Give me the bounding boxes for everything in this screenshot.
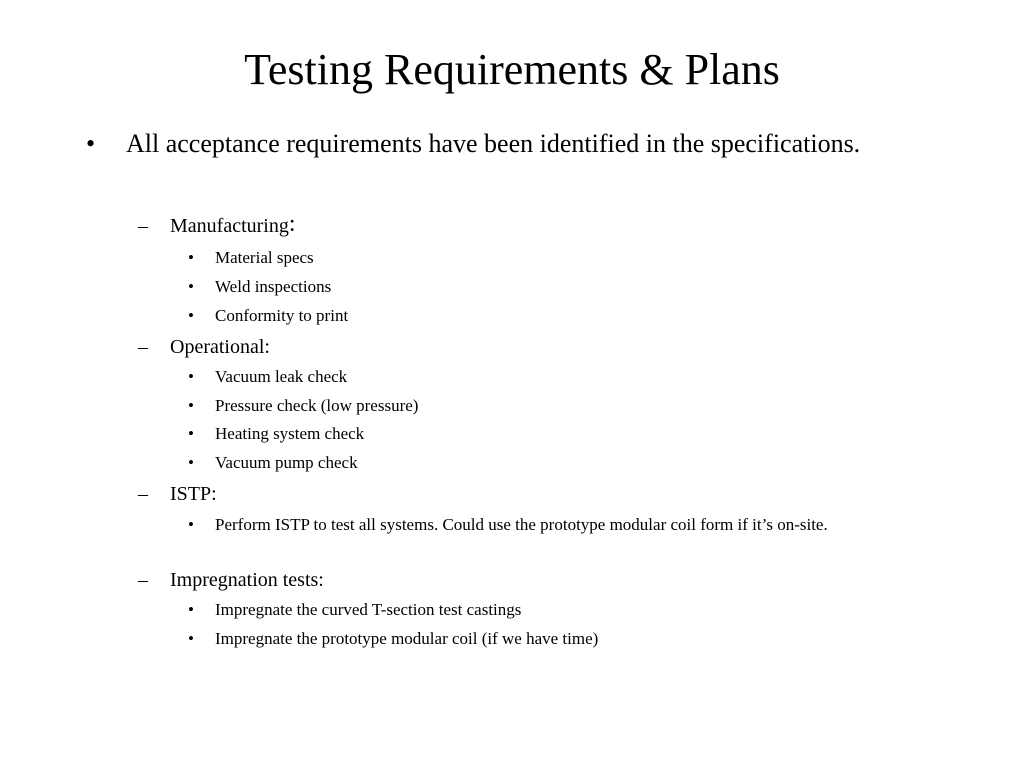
section-heading-text: Manufacturing: [170, 215, 289, 237]
list-item: [188, 513, 828, 537]
main-bullet-text: All acceptance requirements have been identified in the specifications.: [126, 129, 861, 158]
section-heading-text: ISTP:: [170, 483, 217, 505]
list-item-text: Material specs: [215, 248, 314, 267]
section-heading-operational: [138, 335, 270, 359]
section-heading-manufacturing: [138, 211, 296, 238]
list-item-text: Conformity to print: [215, 306, 349, 325]
list-item: [188, 598, 521, 622]
bullet-marker: •: [86, 129, 96, 158]
bullet-marker: •: [188, 277, 194, 296]
section-heading-text: Operational:: [170, 336, 270, 358]
list-item: [188, 246, 314, 270]
bullet-marker: •: [188, 424, 194, 443]
bullet-marker: •: [188, 453, 194, 472]
section-heading-text: Impregnation tests:: [170, 569, 324, 591]
bullet-marker: •: [188, 248, 194, 267]
list-item: [188, 422, 364, 446]
bullet-marker: •: [188, 515, 194, 534]
dash-marker: –: [138, 215, 148, 237]
section-heading-colon: :: [288, 211, 296, 237]
main-bullet: [86, 128, 860, 160]
bullet-marker: •: [188, 367, 194, 386]
list-item-text: Perform ISTP to test all systems. Could use the prototype modular coil form if it’s on-site.: [215, 515, 828, 534]
list-item-text: Vacuum leak check: [215, 367, 348, 386]
list-item-text: Impregnate the curved T-section test castings: [215, 600, 522, 619]
section-heading-impregnation: [138, 568, 324, 592]
dash-marker: –: [138, 483, 148, 505]
bullet-marker: •: [188, 306, 194, 325]
list-item-text: Impregnate the prototype modular coil (if we have time): [215, 629, 599, 648]
bullet-marker: •: [188, 396, 194, 415]
bullet-marker: •: [188, 600, 194, 619]
list-item: [188, 394, 418, 418]
list-item: [188, 365, 347, 389]
list-item: [188, 304, 348, 328]
list-item-text: Weld inspections: [215, 277, 332, 296]
slide-title: Testing Requirements & Plans: [244, 45, 780, 94]
list-item: [188, 275, 331, 299]
bullet-marker: •: [188, 629, 194, 648]
list-item: [188, 627, 598, 651]
dash-marker: –: [138, 569, 148, 591]
section-heading-istp: [138, 482, 217, 506]
dash-marker: –: [138, 336, 148, 358]
list-item-text: Pressure check (low pressure): [215, 396, 419, 415]
list-item-text: Heating system check: [215, 424, 365, 443]
list-item-text: Vacuum pump check: [215, 453, 358, 472]
list-item: [188, 451, 358, 475]
